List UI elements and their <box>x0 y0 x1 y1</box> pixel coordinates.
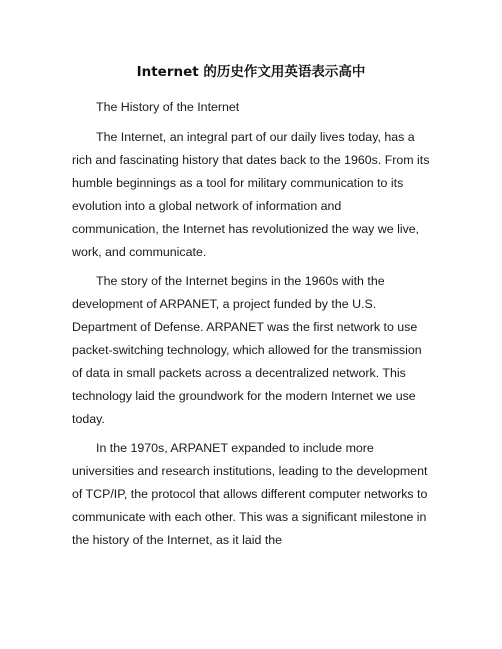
paragraph-2: The story of the Internet begins in the 1960s with the development of ARPANET, a project funded by the U.S. Department of Defense. ARPANET was the first network to use packet-switching technology, which allowed for the transmission of data in small packets across a decentralized network. This technology laid the groundwork for the modern Internet we use today. <box>72 274 422 426</box>
essay-heading: The History of the Internet <box>96 100 240 114</box>
paragraph-3: In the 1970s, ARPANET expanded to include more universities and research institutions, leading to the development of TCP/IP, the protocol that allows different computer networks to communicate with each other. This was a significant milestone in the history of the Internet, as it laid the <box>72 441 428 547</box>
paragraph-1: The Internet, an integral part of our daily lives today, has a rich and fascinating history that dates back to the 1960s. From its humble beginnings as a tool for military communication to its evolution into a global network of information and communication, the Internet has revolutionized the way we live, work, and communicate. <box>72 130 430 259</box>
document-body <box>72 96 430 558</box>
document-title: Internet 的历史作文用英语表示高中 <box>136 64 366 80</box>
